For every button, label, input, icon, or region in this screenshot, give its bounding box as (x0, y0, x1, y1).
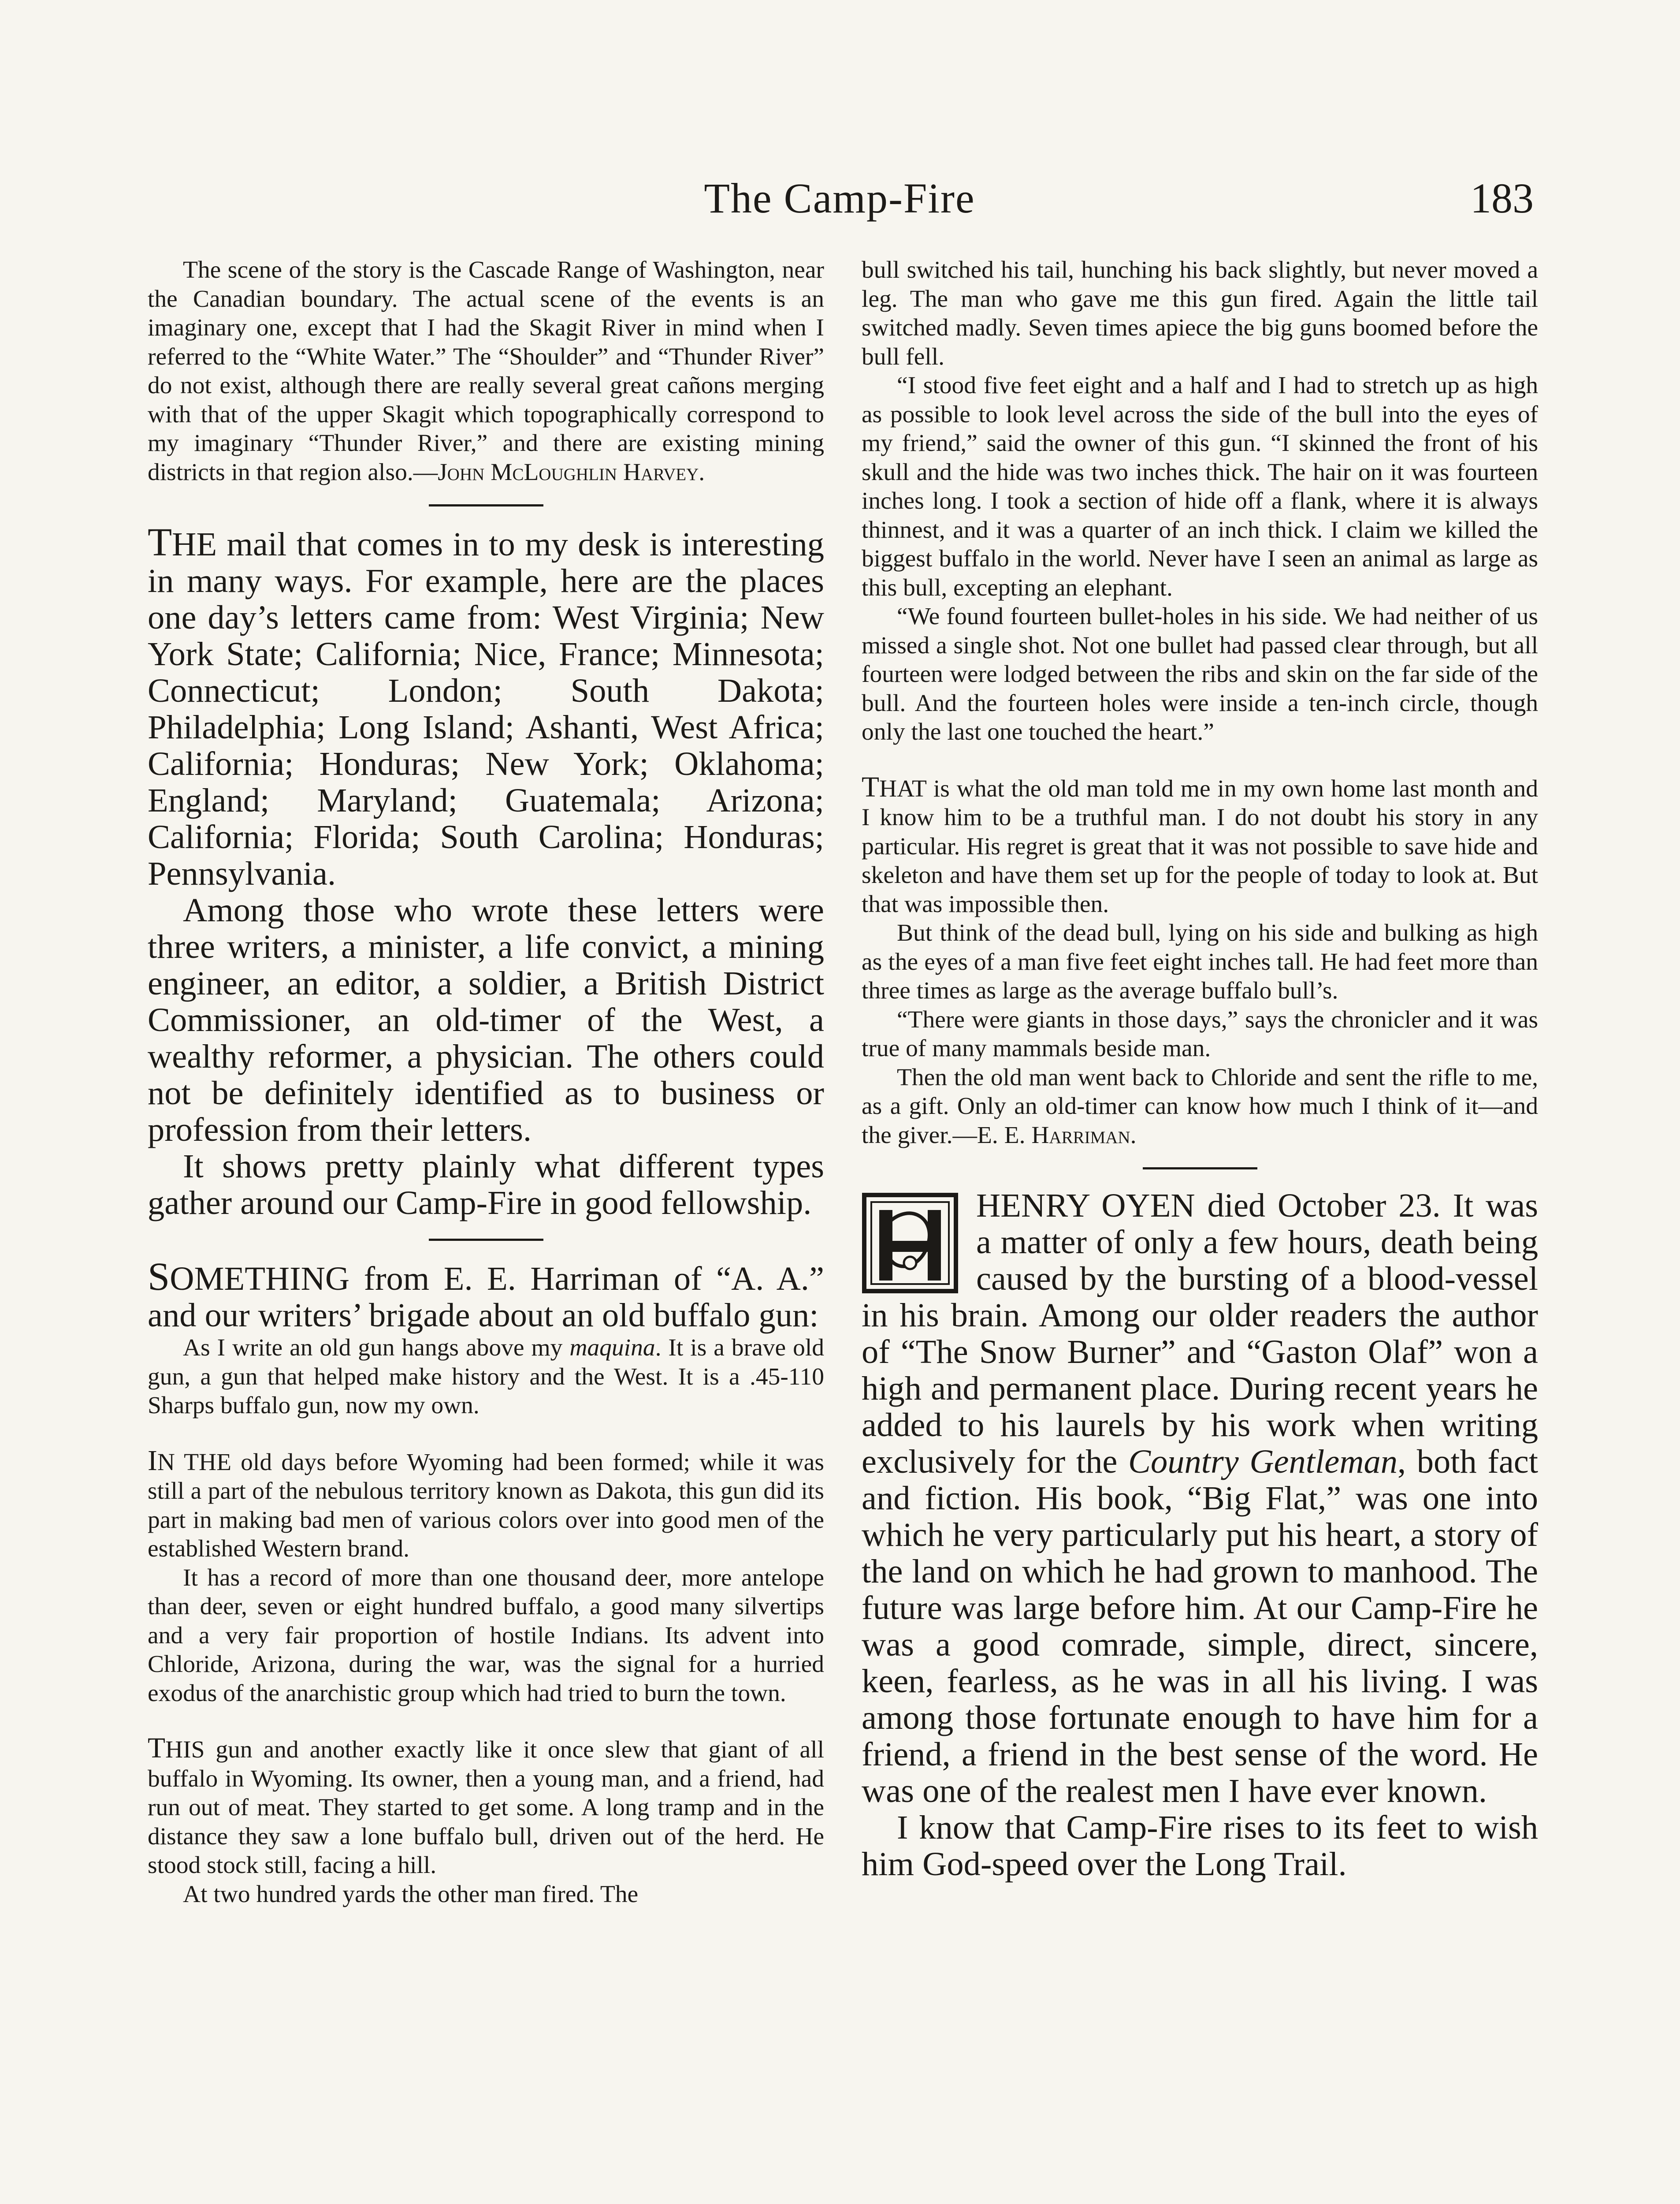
intro-note (148, 256, 824, 487)
gun-paragraph-1-italic: maquina (569, 1334, 655, 1361)
mail-paragraph-1-text: HE mail that comes in to my desk is interesting in many ways. For example, here are the places one day’s letters came from: West Virginia; New York State; California; Nice, France; Minnesota; Connecticut; London; South Dakota; Philadelphia; Long Island; Ashanti, West Africa; California; Honduras; New York; Oklahoma; England; Maryland; Guatemala; Arizona; California; Florida; South Carolina; Honduras; Pennsylvania. (148, 525, 824, 892)
drop-cap: T (148, 520, 172, 564)
bull-paragraph-1: bull switched his tail, hunching his back slightly, but never moved a leg. The man who gave me this gun fired. Again the little tail switched madly. Seven times apiece the big guns boomed before the bull fell. (862, 257, 1538, 370)
giant-paragraph-1 (148, 1734, 824, 1880)
harriman-intro-text: OMETHING from E. E. Harriman of “A. A.” and our writers’ brigade about an old buffalo gun: (148, 1260, 824, 1334)
harriman-intro (148, 1255, 824, 1334)
drop-cap: S (148, 1255, 170, 1299)
section-divider (1143, 1167, 1257, 1169)
spacer (862, 747, 1538, 773)
oldman-paragraph-2: But think of the dead bull, lying on his side and bulking as high as the eyes of a man five feet eight inches tall. He had feet more than three times as large as the average buffalo bull’s. (862, 920, 1538, 1004)
drop-cap: T (148, 1732, 166, 1764)
oyen-paragraph-1-italic: Country Gentleman (1128, 1443, 1398, 1480)
bull-paragraph-3: “We found fourteen bullet-holes in his side. We had neither of us missed a single shot. Not one bullet had passed clear through, but all fourteen were lodged between the ribs and skin on the far side of the bull. And the fourteen holes were inside a ten-inch circle, though only the last one touched the heart.” (862, 603, 1538, 745)
gun-paragraph-1-end: . It is a brave old gun, a gun that helped make history and the West. It is a .45-110 Sharps buffalo gun, now my own. (148, 1334, 824, 1419)
bull-paragraph-2: “I stood five feet eight and a half and I had to stretch up as high as possible to look level across the side of the bull into the eyes of my friend,” said the owner of this gun. “I skinned the front of his skull and the hide was two inches thick. The hair on it was fourteen inches long. I took a section of hide off a flank, where it is always thinnest, and it was a quarter of an inch thick. I claim we killed the biggest buffalo in the world. Never have I seen an animal as large as this bull, excepting an elephant. (862, 372, 1538, 601)
right-column (862, 256, 1538, 1882)
page-header (145, 168, 1534, 229)
mail-paragraph-1 (148, 520, 824, 892)
left-column (148, 256, 824, 1909)
mail-paragraph-3: It shows pretty plainly what different types gather around our Camp-Fire in good fellowship. (148, 1147, 824, 1221)
oldman-paragraph-4-text: Then the old man went back to Chloride and sent the rifle to me, as a gift. Only an old-timer can know how much I think of it—and the giver.— (862, 1064, 1538, 1149)
section-divider (429, 504, 543, 506)
mail-paragraph-2: Among those who wrote these letters were three writers, a minister, a life convict, a mining engineer, an editor, a soldier, a British District Commissioner, an old-timer of the West, a wealthy reformer, a physician. The others could not be definitely identified as to business or profession from their letters. (148, 891, 824, 1148)
oldman-signature: E. E. Harriman. (977, 1121, 1137, 1149)
spacer (148, 1708, 824, 1734)
giant-paragraph-2: At two hundred yards the other man fired. The (183, 1880, 639, 1908)
spacer (148, 1420, 824, 1447)
wyoming-paragraph-1 (148, 1447, 824, 1564)
drop-cap: T (862, 771, 880, 803)
wyoming-paragraph-1-text: N THE old days before Wyoming had been formed; while it was still a part of the nebulous territory known as Dakota, this gun did its part in making bad men of various colors over into good men of the established Western brand. (148, 1448, 824, 1562)
oldman-paragraph-1-text: HAT is what the old man told me in my own home last month and I know him to be a truthful man. I do not doubt his story in any particular. His regret is great that it was not possible to save hide and skeleton and have them set up for the people of today to look at. But that was impossible then. (862, 775, 1538, 918)
giant-paragraph-1-text: HIS gun and another exactly like it once slew that giant of all buffalo in Wyoming. Its owner, then a young man, and a friend, had run out of meat. They started to get some. A long tramp and in the distance they saw a lone buffalo bull, driven out of the herd. He stood stock still, facing a hill. (148, 1736, 824, 1879)
intro-note-text: The scene of the story is the Cascade Range of Washington, near the Canadian boundary. The actual scene of the events is an imaginary one, except that I had the Skagit River in mind when I referred to the “White Water.” The “Shoulder” and “Thunder River” do not exist, although there are really several great cañons merging with that of the upper Skagit which topographically correspond to my imaginary “Thunder River,” and there are existing mining districts in that region also.— (148, 257, 824, 486)
gun-paragraph-1-start: As I write an old gun hangs above my (183, 1334, 570, 1361)
oyen-paragraph-2: I know that Camp-Fire rises to its feet to wish him God-speed over the Long Trail. (862, 1809, 1538, 1883)
oldman-paragraph-3: “There were giants in those days,” says the chronicler and it was true of many mammals beside man. (862, 1006, 1538, 1062)
oldman-paragraph-4 (862, 1063, 1538, 1150)
page-number: 183 (1470, 175, 1534, 222)
ornamental-initial-icon-graphic (862, 1192, 959, 1294)
oyen-paragraph-1 (862, 1187, 1538, 1809)
wyoming-paragraph-2: It has a record of more than one thousand deer, more antelope than deer, seven or eight hundred buffalo, a good many silvertips and a very fair proportion of hostile Indians. Its advent into Chloride, Arizona, during the war, was the signal for a hurried exodus of the anarchistic group which had tried to burn the town. (148, 1564, 824, 1707)
running-title: The Camp-Fire (704, 175, 975, 222)
drop-cap: I (148, 1445, 157, 1477)
section-divider (429, 1239, 543, 1241)
oldman-paragraph-1 (862, 773, 1538, 919)
oyen-paragraph-1-start: died October 23. It was a matter of only a few hours, death being caused by the bursting of a blood-vessel in his brain. Among our older readers the author of “The Snow Burner” and “Gaston Olaf” won a high and permanent place. During recent years he added to his laurels by his work when writing exclusively for the (862, 1187, 1538, 1480)
intro-signature: John McLoughlin Harvey. (438, 458, 705, 486)
gun-paragraph-1 (148, 1333, 824, 1420)
ornamental-initial-icon (862, 1192, 959, 1294)
oyen-paragraph-1-end: , both fact and fiction. His book, “Big Flat,” was one into which he very particularly put his heart, a story of the land on which he had grown to manhood. The future was large before him. At our Camp-Fire he was a good comrade, simple, direct, sincere, keen, fearless, as he was in all his living. I was among those fortunate enough to have him for a friend, a friend in the best sense of the word. He was one of the realest men I have ever known. (862, 1443, 1538, 1809)
oyen-paragraph-1-lead: HENRY OYEN (976, 1187, 1195, 1224)
